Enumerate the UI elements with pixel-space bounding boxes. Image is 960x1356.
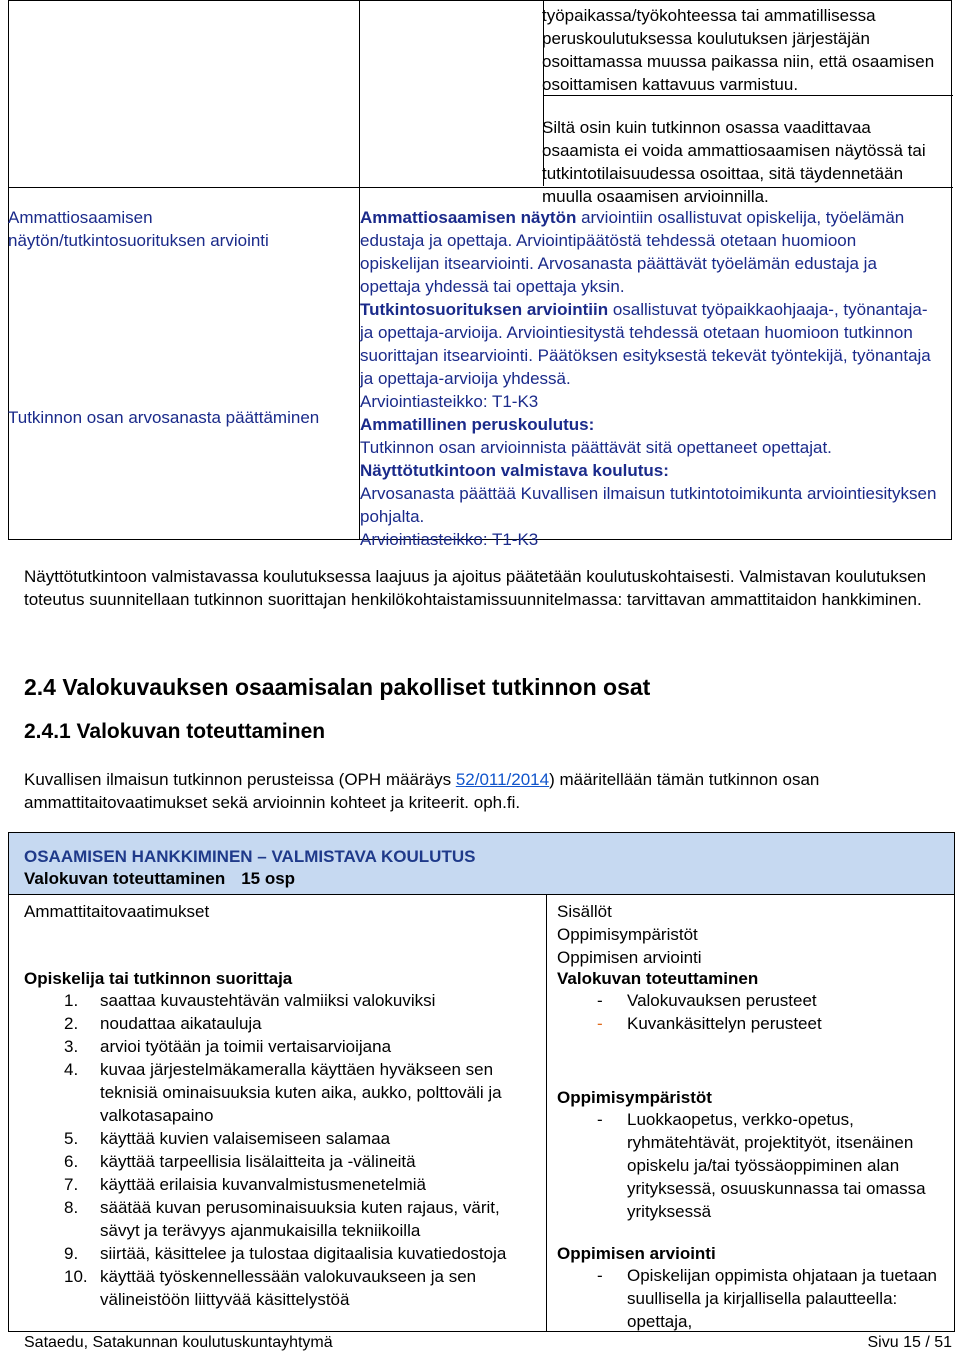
list-item-text: Kuvankäsittelyn perusteet: [627, 1014, 822, 1033]
requirements-list: [24, 989, 524, 1311]
assessment-paragraph-1: [360, 206, 940, 298]
heading-assessment: Oppimisen arviointi: [557, 948, 702, 967]
requirement-item: [24, 1012, 524, 1035]
requirement-text: käyttää työskennellessään valokuvaukseen ja sen välineistöön liittyvää käsittelystöä: [100, 1267, 477, 1309]
preparatory-training-title: Näyttötutkintoon valmistava koulutus:: [360, 461, 669, 480]
table-divider: [546, 894, 547, 1331]
requirement-text: käyttää tarpeellisia lisälaitteita ja -välineitä: [100, 1152, 416, 1171]
requirement-number: 6.: [64, 1152, 79, 1171]
continued-cell-text: työpaikassa/työkohteessa tai ammatillisessa peruskoulutuksessa koulutuksen järjestäjän osoittamassa muussa paikassa niin, että osaamisen osoittamisen kattavuus varmistuu.: [542, 6, 935, 94]
preparatory-training-text: Arvosanasta päättää Kuvallisen ilmaisun tutkintotoimikunta arviointiesityksen pohjalta.: [360, 484, 937, 526]
requirement-item: [24, 1173, 524, 1196]
requirements-subheading: Opiskelija tai tutkinnon suorittaja: [24, 969, 293, 988]
module-credits: 15 osp: [241, 869, 296, 888]
requirement-text: siirtää, käsittelee ja tulostaa digitaalisia kuvatiedostoja: [100, 1244, 507, 1263]
requirements-heading: Ammattitaitovaatimukset: [24, 902, 210, 921]
requirement-number: 2.: [64, 1014, 79, 1033]
table-header-title: OSAAMISEN HANKKIMINEN – VALMISTAVA KOULUTUS: [24, 847, 476, 866]
requirement-number: 5.: [64, 1129, 79, 1148]
environments-title: Oppimisympäristöt: [557, 1088, 712, 1107]
requirement-item: [24, 1035, 524, 1058]
requirement-text: noudattaa aikatauluja: [100, 1014, 262, 1033]
requirement-text: arvioi työtään ja toimii vertaisarvioijana: [100, 1037, 392, 1056]
paragraph-text: Kuvallisen ilmaisun tutkinnon perusteissa (OPH määräys: [24, 770, 456, 789]
bold-term: Tutkintosuorituksen arviointiin: [360, 300, 609, 319]
row-label-grading: Tutkinnon osan arvosanasta päättäminen: [8, 408, 320, 427]
requirement-number: 8.: [64, 1198, 79, 1217]
requirement-number: 1.: [64, 991, 79, 1010]
list-item-text: Valokuvauksen perusteet: [627, 991, 817, 1010]
requirement-item: [24, 1150, 524, 1173]
list-item-text: Luokkaopetus, verkko-opetus, ryhmätehtävät, projektityöt, itsenäinen opiskelu ja/tai työssäoppiminen alan yrityksessä, osuuskunnassa tai omassa yrityksessä: [627, 1110, 926, 1221]
regulation-link[interactable]: 52/011/2014: [455, 770, 550, 789]
reference-paragraph: [24, 768, 944, 814]
requirement-number: 4.: [64, 1060, 79, 1079]
requirement-item: [24, 1242, 524, 1265]
requirement-number: 9.: [64, 1244, 79, 1263]
heading-contents: Sisällöt: [557, 902, 612, 921]
requirement-item: [24, 1127, 524, 1150]
requirement-item: [24, 1265, 524, 1311]
subsection-heading: 2.4.1 Valokuvan toteuttaminen: [24, 720, 326, 743]
list-item: - Valokuvauksen perusteet: [597, 991, 817, 1010]
grading-scale: Arviointiasteikko: T1-K3: [360, 392, 539, 411]
environments-list: [557, 1108, 937, 1223]
requirement-text: kuvaa järjestelmäkameralla käyttäen hyväkseen sen teknisiä ominaisuuksia kuten aika, aukko, polttoväli ja valkotasapaino: [100, 1060, 502, 1125]
assessment-paragraph-2: [360, 298, 940, 390]
requirement-number: 7.: [64, 1175, 79, 1194]
module-title: [24, 867, 295, 890]
list-item: - Opiskelijan oppimista ohjataan ja tuetaan suullisella ja kirjallisella palautteella: opettaja,: [597, 1266, 937, 1331]
bold-term: Ammattiosaamisen näytön: [360, 208, 577, 227]
requirement-number: 10.: [64, 1267, 88, 1286]
intro-paragraph: Näyttötutkintoon valmistavassa koulutuksessa laajuus ja ajoitus päätetään koulutuskohtaisesti. Valmistavan koulutuksen toteutus suunnitellaan tutkinnon suorittajan henkilökohtaistamissuunnitelmassa: tarvittavan ammattitaidon hankkiminen.: [24, 567, 927, 609]
vocational-training-text: Tutkinnon osan arvioinnista päättävät sitä opettaneet opettajat.: [360, 438, 832, 457]
list-item: - Luokkaopetus, verkko-opetus, ryhmätehtävät, projektityöt, itsenäinen opiskelu ja/tai työssäoppiminen alan yrityksessä, osuuskunnassa tai omassa yrityksessä: [597, 1110, 926, 1221]
vocational-training-title: Ammatillinen peruskoulutus:: [360, 415, 595, 434]
assessment-title: Oppimisen arviointi: [557, 1244, 716, 1263]
requirement-item: [24, 1196, 524, 1242]
footer-organization: Sataedu, Satakunnan koulutuskuntayhtymä: [24, 1334, 333, 1351]
supplement-text: Siltä osin kuin tutkinnon osassa vaadittavaa osaamista ei voida ammattiosaamisen näytössä tai tutkintotilaisuudessa osoittaa, sitä täydennetään muulla osaamisen arvioinnilla.: [542, 118, 926, 206]
section-heading: 2.4 Valokuvauksen osaamisalan pakolliset tutkinnon osat: [24, 674, 651, 700]
paragraph-text: ) määritellään tämän tutkinnon osan ammattitaitovaatimukset sekä arvioinnin kohteet ja kriteerit. oph.fi.: [24, 770, 820, 812]
requirement-item: [24, 989, 524, 1012]
requirement-number: 3.: [64, 1037, 79, 1056]
requirement-text: saattaa kuvaustehtävän valmiiksi valokuviksi: [100, 991, 436, 1010]
right-headings: [557, 900, 702, 969]
footer-page-number: Sivu 15 / 51: [867, 1334, 952, 1351]
paragraph-text: osallistuvat työpaikkaohjaaja-, työnantaja- ja opettaja-arvioija. Arviointiesitystä tehdessä otetaan huomioon tutkinnon suorittajan itsearviointi. Päätöksen esityksestä tekevät työntekijä, työnantaja ja opettaja-arvioija yhdessä.: [360, 300, 931, 388]
grading-scale: Arviointiasteikko: T1-K3: [360, 530, 539, 549]
module-name: Valokuvan toteuttaminen: [24, 869, 226, 888]
paragraph-text: arviointiin osallistuvat opiskelija, työelämän edustaja ja opettaja. Arviointipäätöstä tehdessä otetaan huomioon opiskelijan itsearviointi. Arvosanasta päättävät työelämän edustaja ja opettaja yhdessä tai opettaja yksin.: [360, 208, 905, 296]
list-item: - Kuvankäsittelyn perusteet: [597, 1014, 822, 1033]
assessment-list: [557, 1264, 937, 1333]
requirement-text: käyttää kuvien valaisemiseen salamaa: [100, 1129, 391, 1148]
requirement-text: käyttää erilaisia kuvanvalmistusmenetelmiä: [100, 1175, 426, 1194]
requirement-item: [24, 1058, 524, 1127]
contents-title: Valokuvan toteuttaminen: [557, 969, 759, 988]
requirement-text: säätää kuvan perusominaisuuksia kuten rajaus, värit, sävyt ja terävyys ajanmukaisilla tekniikoilla: [100, 1198, 500, 1240]
heading-environments: Oppimisympäristöt: [557, 925, 698, 944]
list-item-text: Opiskelijan oppimista ohjataan ja tuetaan suullisella ja kirjallisella palautteella: opettaja,: [627, 1266, 937, 1331]
contents-list: [557, 989, 947, 1035]
assessment-cell: [360, 206, 940, 551]
row-label-assessment: Ammattiosaamisen näytön/tutkintosuorituksen arviointi: [8, 208, 269, 250]
